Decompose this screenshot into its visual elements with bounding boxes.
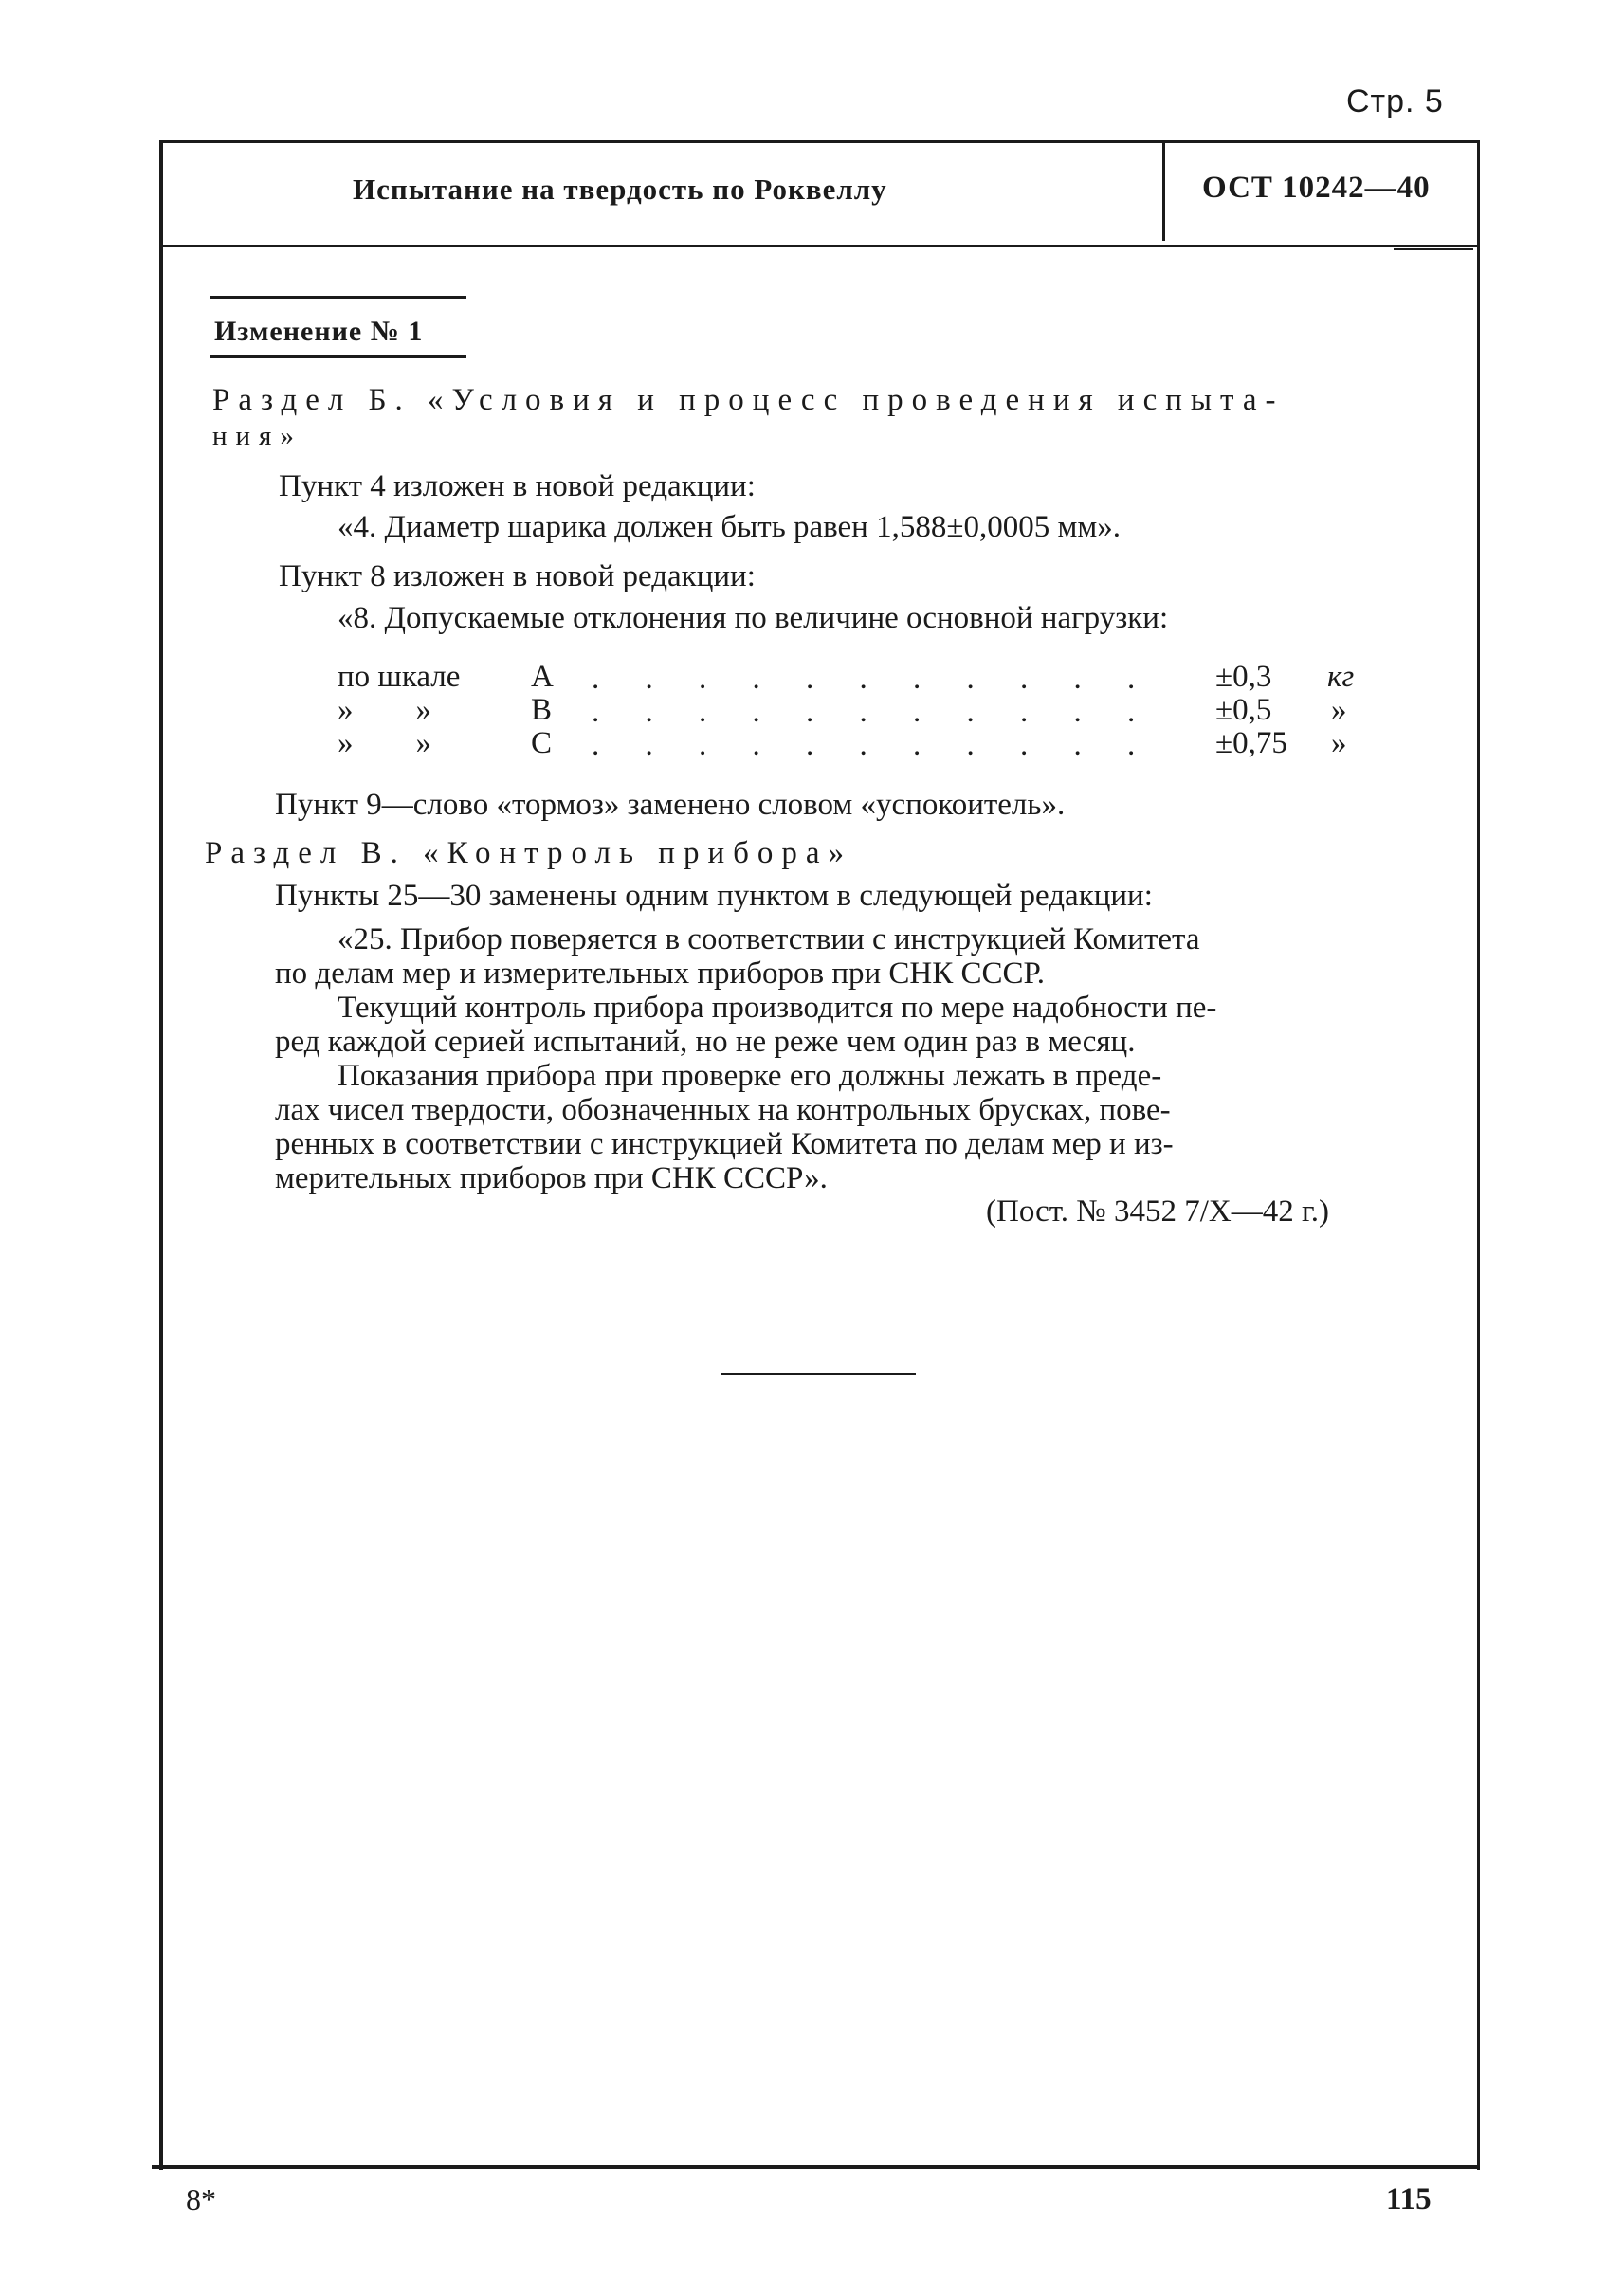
scale-row-value: ±0,75 bbox=[1215, 726, 1287, 760]
scale-row-value: ±0,3 bbox=[1215, 660, 1272, 694]
scale-row-prefix: » » bbox=[338, 726, 431, 760]
scale-row-leader: . . . . . . . . . . . bbox=[592, 728, 1155, 762]
scale-row-leader: . . . . . . . . . . . bbox=[592, 695, 1155, 729]
point8-intro: Пункт 8 изложен в новой редакции: bbox=[279, 559, 756, 593]
point9-text: Пункт 9—слово «тормоз» заменено словом «успокоитель». bbox=[275, 788, 1066, 822]
section-b-heading-line1: Раздел Б. «Условия и процесс проведения испыта- bbox=[212, 383, 1285, 417]
scale-row-letter: В bbox=[531, 693, 553, 727]
footer-signature: 8* bbox=[186, 2182, 216, 2216]
point4-intro: Пункт 4 изложен в новой редакции: bbox=[279, 469, 756, 503]
paragraph-line: ренных в соответствии с инструкцией Комитета по делам мер и из- bbox=[275, 1127, 1174, 1161]
section-b-heading-line2: ния» bbox=[212, 421, 302, 451]
scale-row-unit: » bbox=[1331, 726, 1347, 760]
header-standard-code: ОСТ 10242—40 bbox=[1202, 171, 1431, 205]
section-v-heading: Раздел В. «Контроль прибора» bbox=[205, 836, 853, 870]
frame-bottom-rule bbox=[152, 2165, 1477, 2169]
header-divider-horizontal bbox=[163, 245, 1477, 247]
scale-row-prefix: » » bbox=[338, 693, 431, 727]
header-divider-vertical bbox=[1162, 142, 1165, 241]
paragraph-line: по делам мер и измерительных приборов при СНК СССР. bbox=[275, 956, 1045, 991]
paragraph-line: «25. Прибор поверяется в соответствии с инструкцией Комитета bbox=[338, 922, 1200, 956]
scale-row-prefix: по шкале bbox=[338, 660, 461, 694]
header-title: Испытание на твердость по Роквеллу bbox=[353, 173, 887, 206]
paragraph-line: Текущий контроль прибора производится по мере надобности пе- bbox=[338, 991, 1217, 1025]
change-title: Изменение № 1 bbox=[214, 316, 424, 347]
points-25-30-intro: Пункты 25—30 заменены одним пунктом в следующей редакции: bbox=[275, 879, 1153, 913]
resolution-reference: (Пост. № 3452 7/X—42 г.) bbox=[986, 1194, 1330, 1229]
point8-text: «8. Допускаемые отклонения по величине основной нагрузки: bbox=[338, 601, 1169, 635]
header-divider-horizontal-secondary bbox=[1394, 248, 1473, 250]
scale-row-leader: . . . . . . . . . . . bbox=[592, 662, 1155, 696]
paragraph-line: ред каждой серией испытаний, но не реже чем один раз в месяц. bbox=[275, 1025, 1136, 1059]
scale-row-value: ±0,5 bbox=[1215, 693, 1272, 727]
scale-row-letter: А bbox=[531, 660, 554, 694]
paragraph-line: Показания прибора при проверке его должны лежать в преде- bbox=[338, 1059, 1162, 1093]
paragraph-line: лах чисел твердости, обозначенных на контрольных брусках, пове- bbox=[275, 1093, 1171, 1127]
change-title-rule-top bbox=[210, 296, 466, 299]
change-title-rule-bottom bbox=[210, 355, 466, 358]
scale-row-unit: кг bbox=[1327, 660, 1355, 694]
footer-page-number: 115 bbox=[1386, 2182, 1432, 2216]
scale-row-letter: С bbox=[531, 726, 553, 760]
point4-text: «4. Диаметр шарика должен быть равен 1,588±0,0005 мм». bbox=[338, 510, 1121, 544]
page-number-top: Стр. 5 bbox=[1346, 83, 1444, 119]
end-rule bbox=[721, 1373, 916, 1375]
scale-row-unit: » bbox=[1331, 693, 1347, 727]
paragraph-line: мерительных приборов при СНК СССР». bbox=[275, 1161, 828, 1195]
